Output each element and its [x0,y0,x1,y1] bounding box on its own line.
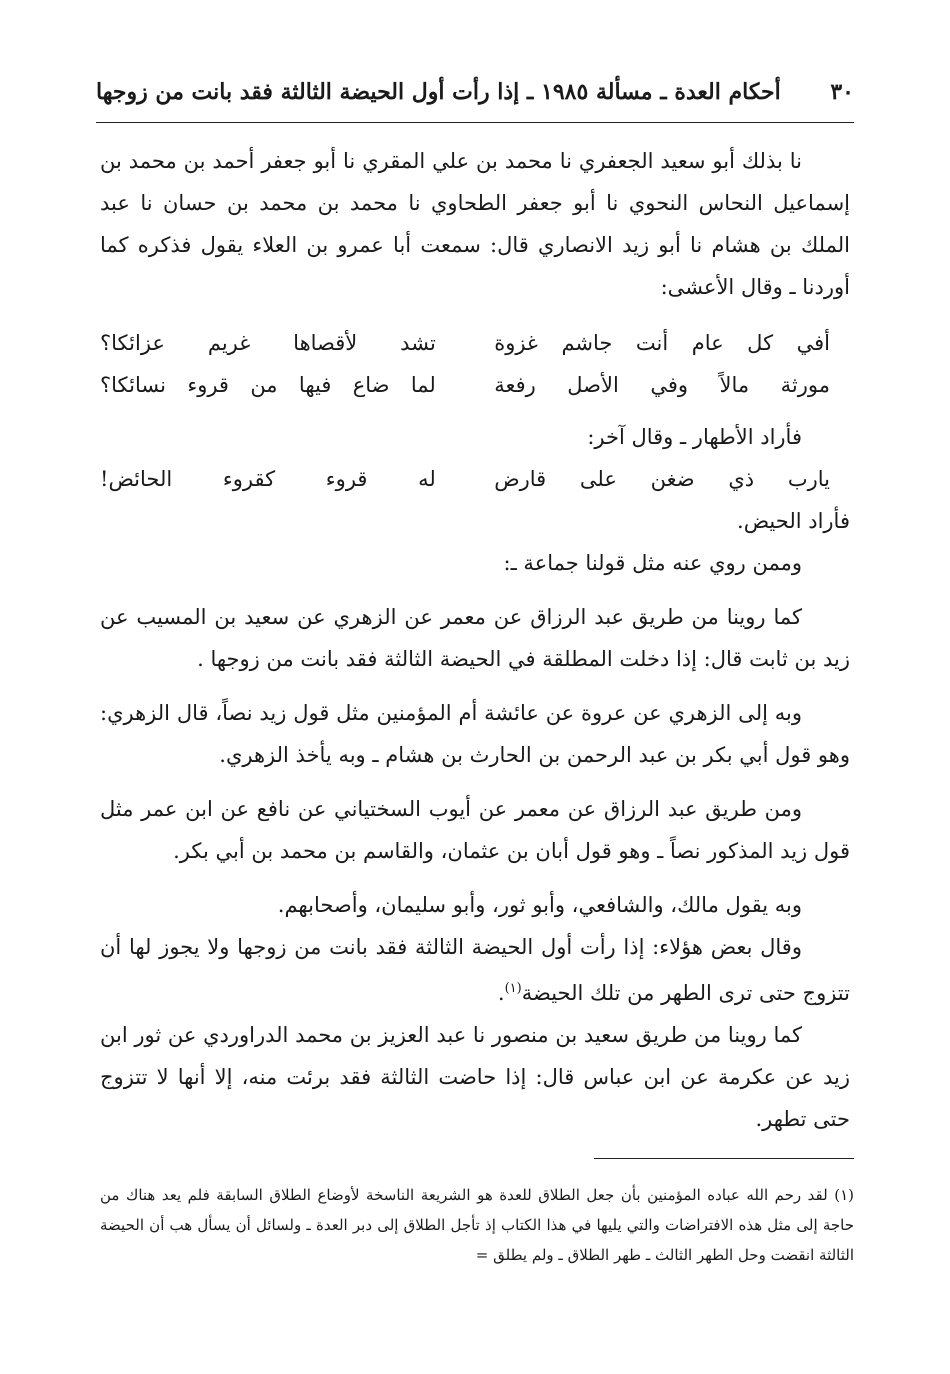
opinion-text: وقال بعض هؤلاء: إذا رأت أول الحيضة الثالثة فقد بانت من زوجها ولا يجوز لها أن تتزوج حتى ترى الطهر من تلك الحيضة [100,935,850,1005]
footnote-rule [594,1158,854,1159]
footnote-reference: (١) [504,981,522,996]
verse-second-hemistich: له قروء كقروء الحائض! [100,467,436,491]
paragraph-opinion [100,926,850,1014]
page-header [96,72,854,112]
footnote-text: (١) لقد رحم الله عباده المؤمنين بأن جعل الطلاق للعدة هو الشريعة الناسخة لأوضاع الطلاق السابقة فلم يعد هناك من حاجة إلى مثل هذه الافتراضات والتي يليها في هذا الكتاب إذ تأجل الطلاق إلى دبر العدة ـ ولسائل أن يسأل هب أن الحيضة الثالثة انقضت وحل الطهر الثالث ـ طهر الطلاق ـ ولم يطلق = [100,1186,854,1264]
verse-first-hemistich: أفي كل عام أنت جاشم غزوة [494,331,830,355]
verse-first-hemistich: مورثة مالاً وفي الأصل رفعة [494,373,830,397]
paragraph-scholars: وبه يقول مالك، والشافعي، وأبو ثور، وأبو سليمان، وأصحابهم. [277,893,802,917]
opinion-end: . [497,981,505,1005]
page-number: ٣٠ [830,79,854,105]
verse-first-hemistich: يارب ذي ضغن على قارض [494,467,830,491]
header-rule [96,122,854,123]
verse-line [100,322,830,364]
paragraph-narration: كما روينا من طريق سعيد بن منصور نا عبد العزيز بن محمد الدراوردي عن ثور ابن زيد عن عكرمة عن ابن عباس قال: إذا حاضت الثالثة فقد برئت منه، إلا أنها لا تتزوج حتى تطهر. [100,1023,850,1131]
main-text [100,140,850,1140]
verse-second-hemistich: لما ضاع فيها من قروء نسائكا؟ [100,373,436,397]
paragraph-narrators: وممن روي عنه مثل قولنا جماعة ـ: [503,551,802,575]
running-title: أحكام العدة ـ مسألة ١٩٨٥ ـ إذا رأت أول الحيضة الثالثة فقد بانت من زوجها [96,79,781,105]
footnote [100,1180,854,1270]
poem-al-asha [100,322,850,406]
paragraph-conclusion: فأراد الحيض. [737,509,850,533]
paragraph-narration: ومن طريق عبد الرزاق عن معمر عن أيوب السختياني عن نافع عن ابن عمر مثل قول زيد المذكور نصاً ـ وهو قول أبان بن عثمان، والقاسم بن محمد بن أبي بكر. [100,797,850,863]
paragraph-narration: كما روينا من طريق عبد الرزاق عن معمر عن الزهري عن سعيد بن المسيب عن زيد بن ثابت قال: إذا دخلت المطلقة في الحيضة الثالثة فقد بانت من زوجها . [100,605,850,671]
verse-line [100,364,830,406]
paragraph-intro-verse: فأراد الأطهار ـ وقال آخر: [587,425,802,449]
paragraph-narration: وبه إلى الزهري عن عروة عن عائشة أم المؤمنين مثل قول زيد نصاً، قال الزهري: وهو قول أبي بكر بن عبد الرحمن بن الحارث بن هشام ـ وبه يأخذ الزهري. [100,701,850,767]
paragraph-isnad: نا بذلك أبو سعيد الجعفري نا محمد بن علي المقري نا أبو جعفر أحمد بن محمد بن إسماعيل النحاس النحوي نا أبو جعفر الطحاوي نا محمد بن محمد بن حسان نا عبد الملك بن هشام نا أبو زيد الانصاري قال: سمعت أبا عمرو بن العلاء يقول فذكره كما أوردنا ـ وقال الأعشى: [100,149,850,299]
verse-line [100,458,830,500]
verse-second-hemistich: تشد لأقصاها غريم عزائكا؟ [100,331,436,355]
